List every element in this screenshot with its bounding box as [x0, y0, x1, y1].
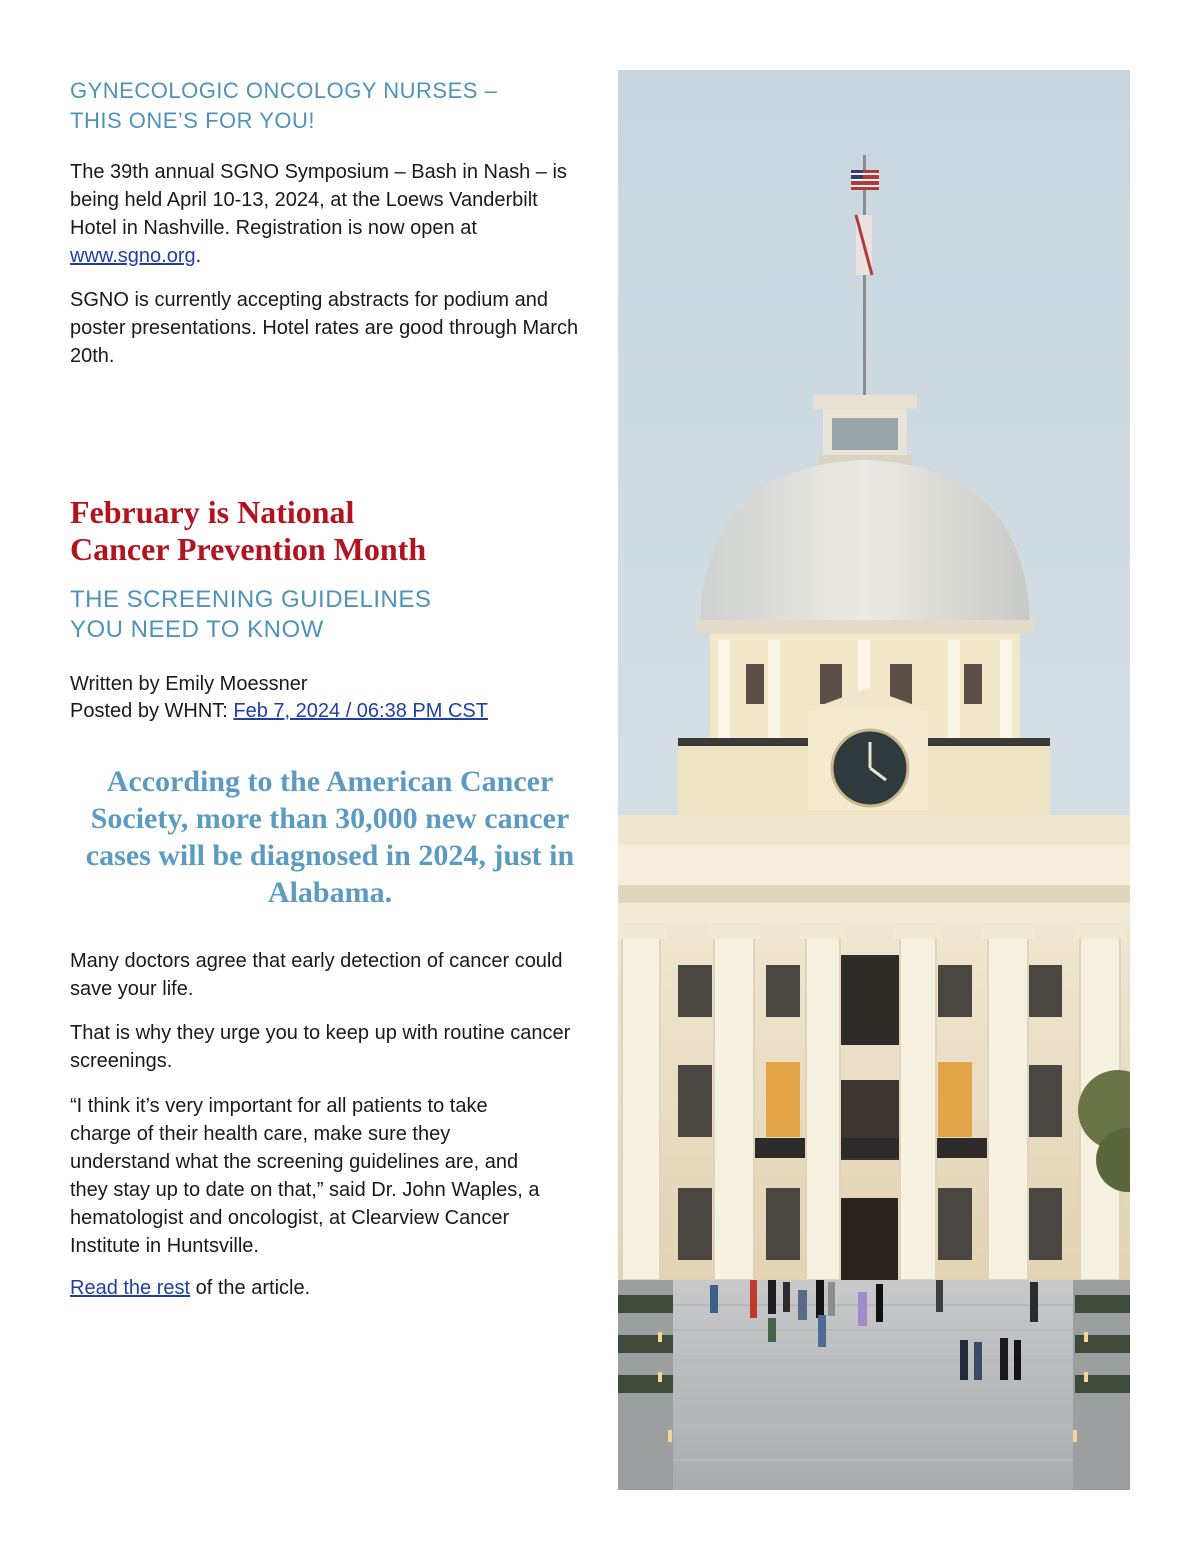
kicker-line-1: GYNECOLOGIC ONCOLOGY NURSES –: [70, 78, 498, 103]
article-subhead: THE SCREENING GUIDELINES YOU NEED TO KNOW: [70, 586, 432, 643]
pull-quote: According to the American Cancer Society, more than 30,000 new cancer cases will be diagnosed in 2024, just in Alabama.: [85, 765, 575, 909]
symposium-paragraph: The 39th annual SGNO Symposium – Bash in Nash – is being held April 10-13, 2024, at the Loews Vanderbilt Hotel in Nashville. Registration is now open at www.sgno.org.: [70, 161, 567, 267]
article-headline: February is National Cancer Prevention Month: [70, 494, 427, 567]
author-line: Written by Emily Moessner: [70, 673, 308, 695]
capitol-illustration: [618, 70, 1130, 1490]
article-paragraph-1: Many doctors agree that early detection of cancer could save your life.: [70, 950, 563, 1000]
read-the-rest-link[interactable]: Read the rest: [70, 1277, 191, 1299]
clock-icon: [832, 730, 908, 806]
article-paragraph-2: That is why they urge you to keep up with routine cancer screenings.: [70, 1022, 571, 1072]
posted-line: Posted by WHNT: Feb 7, 2024 / 06:38 PM CST: [70, 700, 488, 722]
read-more-line: Read the rest of the article.: [70, 1277, 311, 1299]
article-quote-paragraph: “I think it’s very important for all patients to take charge of their health care, make sure they understand what the screening guidelines are, and they stay up to date on that,” said Dr. John Waples, a hematologist and oncologist, at Clearview Cancer Institute in Huntsville.: [70, 1095, 540, 1257]
posted-date-link[interactable]: Feb 7, 2024 / 06:38 PM CST: [233, 700, 488, 722]
kicker-line-2: THIS ONE’S FOR YOU!: [70, 108, 316, 133]
byline: [70, 671, 488, 725]
abstracts-paragraph: SGNO is currently accepting abstracts for podium and poster presentations. Hotel rates are good through March 20th.: [70, 289, 579, 367]
section-kicker: [70, 76, 497, 136]
capitol-photo: [618, 70, 1130, 1490]
sgno-link[interactable]: www.sgno.org: [70, 245, 196, 267]
